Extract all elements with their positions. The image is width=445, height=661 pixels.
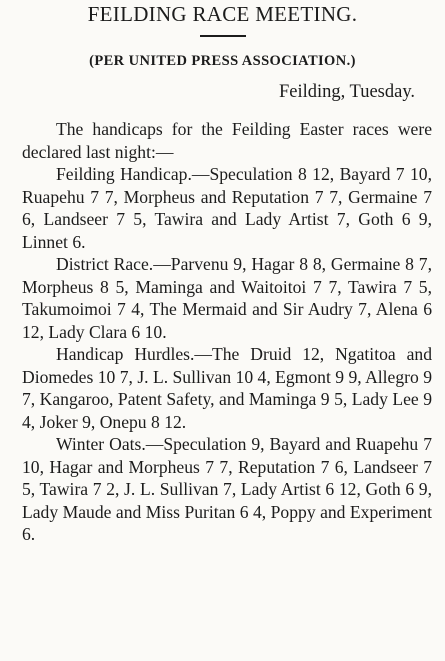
district-race-paragraph: District Race.—Parvenu 9, Hagar 8 8, Germaine 8 7, Morpheus 8 5, Maminga and Waitoitoi 7 7, Tawira 7 5, Takumoimoi 7 4, The Mermaid and Sir Audry 7, Alena 6 12, Lady Clara 6 10.: [22, 254, 432, 342]
handicap-hurdles-paragraph: Handicap Hurdles.—The Druid 12, Ngatitoa and Diomedes 10 7, J. L. Sullivan 10 4, Egmont 9 9, Allegro 9 7, Kangaroo, Patent Safety, and Maminga 9 5, Lady Lee 9 4, Joker 9, Onepu 8 12.: [22, 344, 433, 432]
news-agency-credit: (PER UNITED PRESS ASSOCIATION.): [89, 53, 356, 69]
winter-oats-paragraph: Winter Oats.—Speculation 9, Bayard and Ruapehu 7 10, Hagar and Morpheus 7 7, Reputation 7 6, Landseer 7 5, Tawira 7 2, J. L. Sullivan 7, Lady Artist 6 12, Goth 6 9, Lady Maude and Miss Puritan 6 4, Poppy and Experiment 6.: [22, 434, 432, 544]
feilding-handicap-paragraph: Feilding Handicap.—Speculation 8 12, Bayard 7 10, Ruapehu 7 7, Morpheus and Reputation 7 7, Germaine 7 6, Landseer 7 5, Tawira and Lady Artist 7, Goth 6 9, Linnet 6.: [22, 164, 432, 252]
article-headline: FEILDING RACE MEETING.: [87, 2, 358, 26]
intro-paragraph: The handicaps for the Feilding Easter races were declared last night:—: [22, 119, 432, 162]
dateline: Feilding, Tuesday.: [278, 82, 415, 102]
headline-divider: [200, 35, 246, 37]
article-body: [22, 118, 432, 546]
